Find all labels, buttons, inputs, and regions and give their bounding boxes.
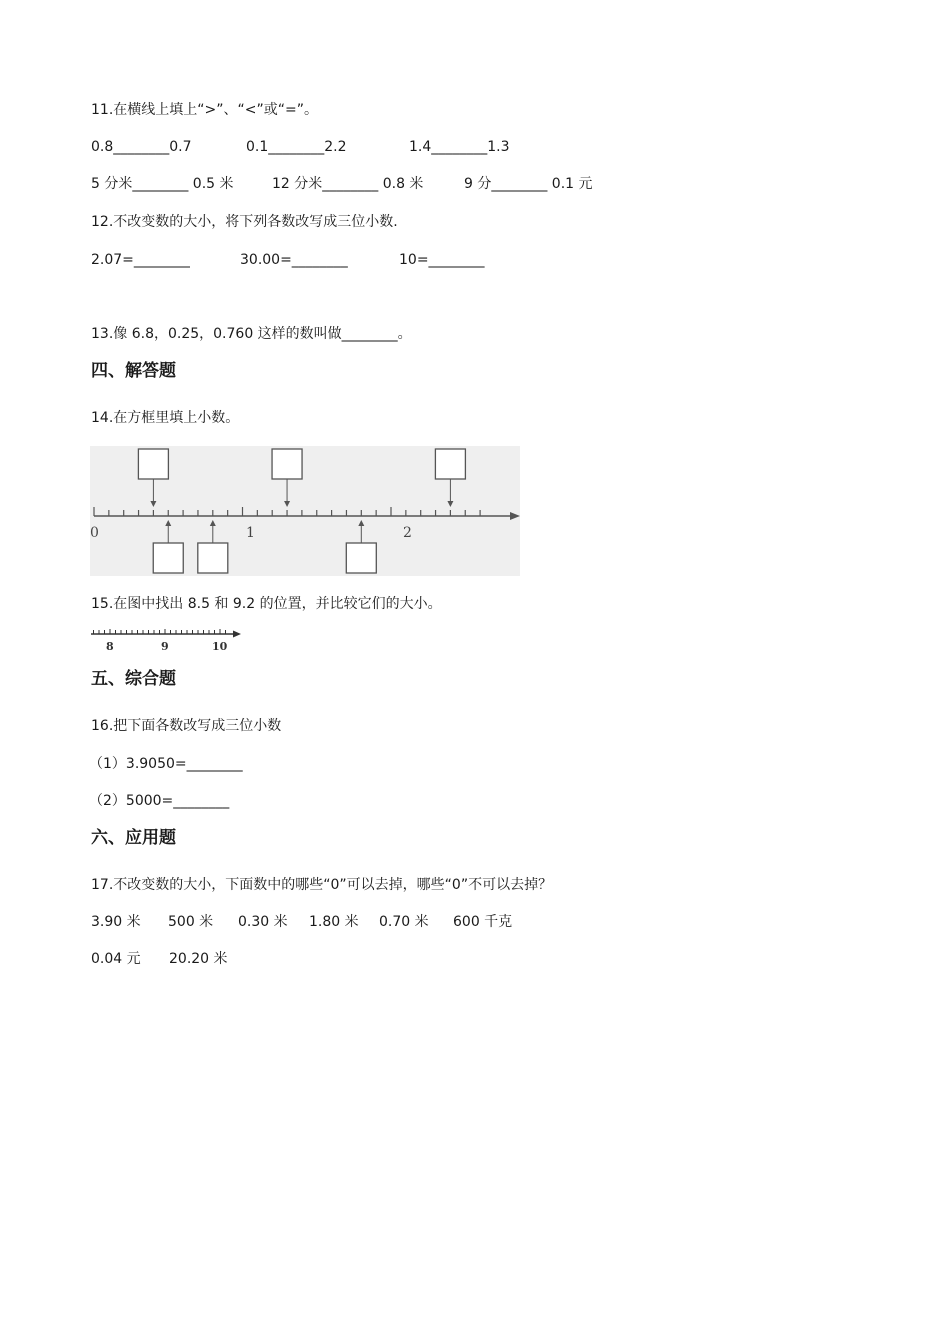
- number-line-figure-8-10: [90, 626, 242, 654]
- q12-title: 12.不改变数的大小，将下列各数改写成三位小数.: [91, 214, 398, 230]
- q11-title: 11.在横线上填上“>”、“<”或“=”。: [91, 102, 318, 118]
- q11-item: 0.8________0.7: [91, 139, 192, 155]
- answer-box[interactable]: [435, 449, 465, 479]
- axis-label-8: 8: [106, 640, 114, 653]
- q17-item: 20.20 米: [169, 951, 228, 967]
- axis-label-1: 1: [246, 525, 255, 541]
- q17-item: 0.70 米: [379, 914, 429, 930]
- q17-item: 3.90 米: [91, 914, 141, 930]
- q13-text: 13.像 6.8，0.25，0.760 这样的数叫做________。: [91, 326, 412, 342]
- section-6-heading: 六、应用题: [91, 828, 176, 848]
- q16-item: （1）3.9050=________: [89, 756, 243, 772]
- axis-arrowhead: [233, 631, 241, 638]
- q11-item: 12 分米________ 0.8 米: [272, 176, 424, 192]
- q17-item: 1.80 米: [309, 914, 359, 930]
- q12-item: 2.07=________: [91, 252, 190, 268]
- q11-item: 9 分________ 0.1 元: [464, 176, 593, 192]
- q17-item: 600 千克: [453, 914, 513, 930]
- answer-box[interactable]: [153, 543, 183, 573]
- q12-item: 10=________: [399, 252, 485, 268]
- q11-item: 1.4________1.3: [409, 139, 510, 155]
- q11-item: 0.1________2.2: [246, 139, 347, 155]
- q14-title: 14.在方框里填上小数。: [91, 410, 240, 426]
- q17-item: 500 米: [168, 914, 214, 930]
- section-5-heading: 五、综合题: [91, 669, 176, 689]
- answer-box[interactable]: [346, 543, 376, 573]
- axis-label-0: 0: [90, 525, 99, 541]
- q17-item: 0.04 元: [91, 951, 141, 967]
- q15-title: 15.在图中找出 8.5 和 9.2 的位置，并比较它们的大小。: [91, 596, 442, 612]
- q16-item: （2）5000=________: [89, 793, 230, 809]
- q11-item: 5 分米________ 0.5 米: [91, 176, 234, 192]
- answer-box[interactable]: [198, 543, 228, 573]
- q17-title: 17.不改变数的大小，下面数中的哪些“0”可以去掉，哪些“0”不可以去掉？: [91, 877, 553, 893]
- axis-label-10: 10: [212, 640, 228, 653]
- axis-label-2: 2: [403, 525, 412, 541]
- answer-box[interactable]: [138, 449, 168, 479]
- q17-item: 0.30 米: [238, 914, 288, 930]
- axis-label-9: 9: [161, 640, 169, 653]
- answer-box[interactable]: [272, 449, 302, 479]
- number-line-figure-0-2: [90, 446, 520, 576]
- section-4-heading: 四、解答题: [91, 361, 176, 381]
- q16-title: 16.把下面各数改写成三位小数: [91, 718, 282, 734]
- q12-item: 30.00=________: [240, 252, 348, 268]
